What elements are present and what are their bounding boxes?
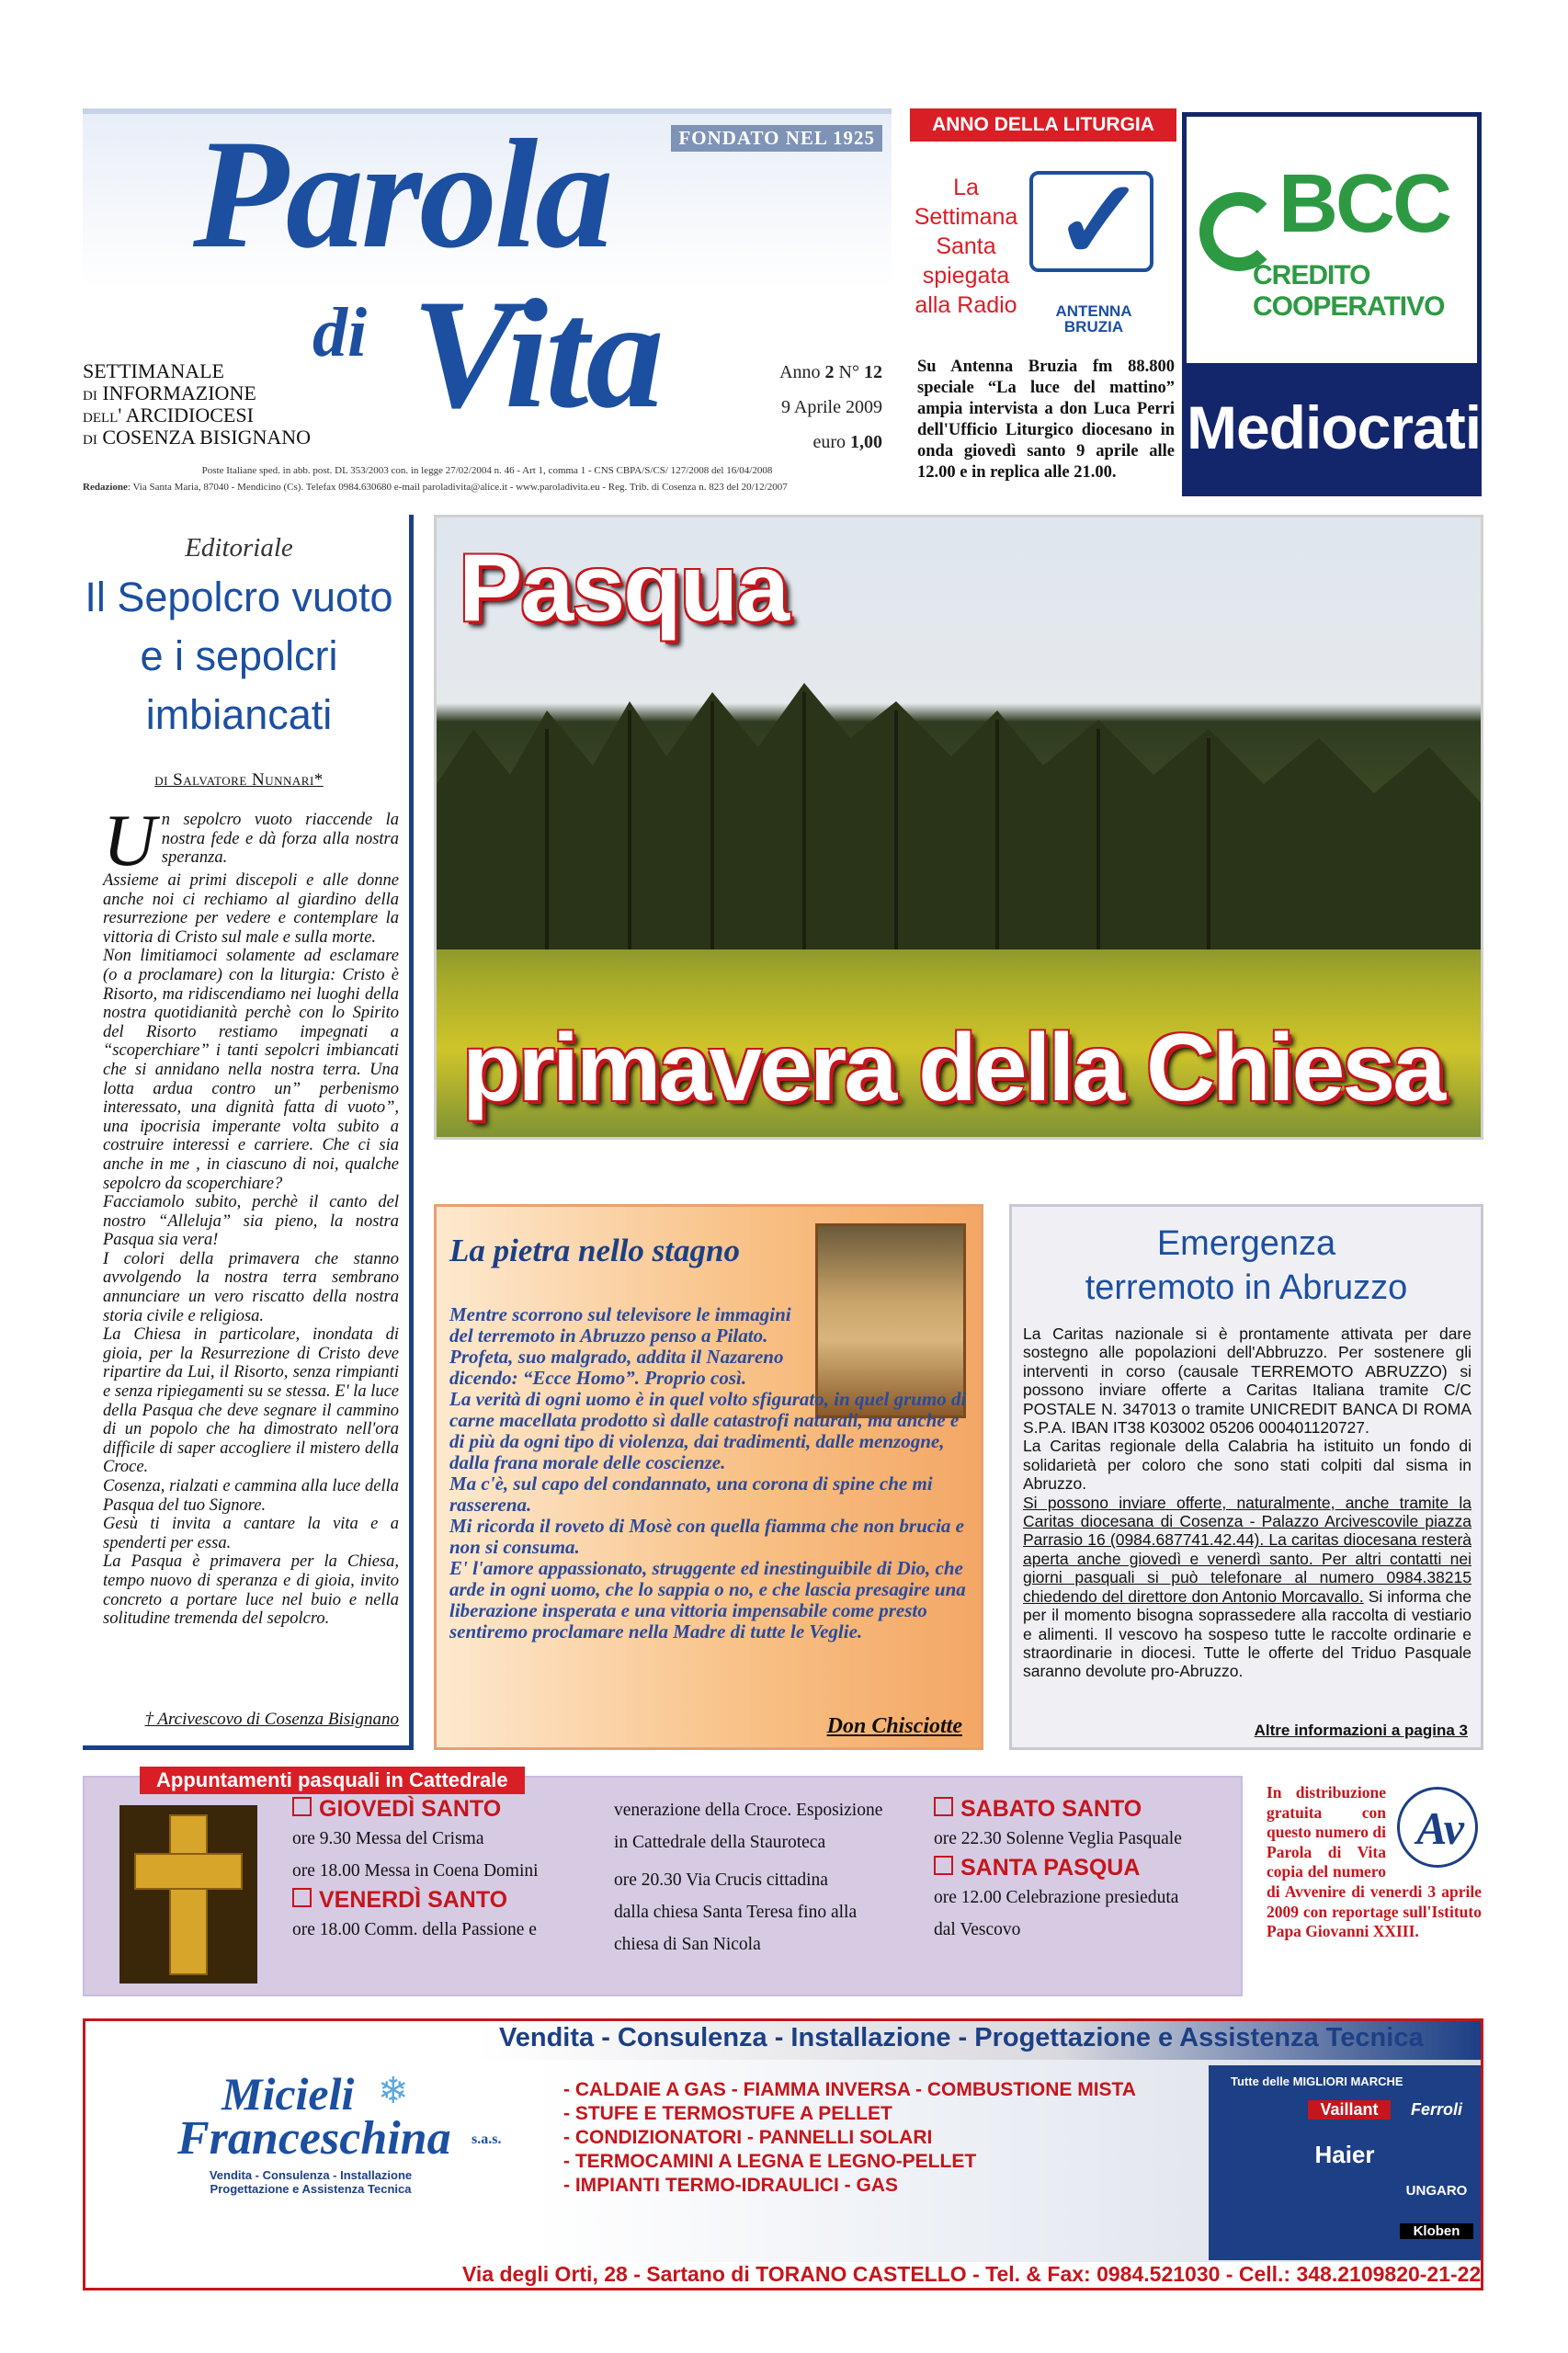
subtitle-line: di INFORMAZIONE (83, 381, 256, 404)
postal-info: Poste Italiane sped. in abb. post. DL 353/2003 con. in legge 27/02/2004 n. 46 - Art 1, comma 1 - CNS CBPA/S/CS/ 127/2008 del 16/04/2008 (201, 465, 773, 476)
editoriale-byline: di Salvatore Nunnari* (154, 770, 324, 790)
editoriale-paragraph: Assieme ai primi discepoli e alle donne anche noi ci rechiamo al giardino della resurrezione per vedere e contemplare la vittoria di Cristo sul male e sulla morte. (103, 871, 399, 947)
masthead (83, 108, 892, 504)
emergenza-paragraph: La Caritas regionale della Calabria ha istituito un fondo di solidarietà per coloro che sono stati colpiti dal sisma in Abruzzo. (1023, 1437, 1471, 1494)
cross-icon (169, 1814, 208, 1975)
ad-sas: s.a.s. (472, 2131, 502, 2147)
pietra-paragraph: Mentre scorrono sul televisore le immagini del terremoto in Abruzzo penso a Pilato. (449, 1303, 791, 1347)
venerdi-santo-cont: venerazione della Croce. Esposizione in Cattedrale della Stauroteca ore 20.30 Via Crucis cittadina dalla chiesa Santa Teresa fino alla chiesa di San Nicola (614, 1801, 883, 1954)
ad-services: - CALDAIE A GAS - FIAMMA INVERSA - COMBUSTIONE MISTA - STUFE E TERMOSTUFE A PELLET - CONDIZIONATORI - PANNELLI SOLARI - TERMOCAMINI A LEGNA E LEGNO-PELLET - IMPIANTI TERMO-IDRAULICI - GAS (563, 2079, 1136, 2196)
logo-vita: Vita (412, 267, 662, 440)
editoriale-paragraph: Non limitiamoci solamente ad esclamare (o a proclamare) con la liturgia: Cristo è Risorto, ma ridiscendiamo nei luoghi della nostra quotidianità perchè con lo Spirito del Risorto restiamo impegnati a “scoperchiare” i tanti sepolcri imbiancati che si annidano nella nostra terra. Una lotta ardua contro un” perbenismo interessato, una dignità fatta di vuoto”, una ipocrisia imperante volta subito a costruire interessi e carriere. Che ci sia anche in me , in ciascuno di noi, qualche sepolcro da scoperchiare? (103, 947, 399, 1193)
editoriale-title: Il Sepolcro vuoto e i sepolcri imbiancati (85, 574, 393, 738)
avvenire-box (1259, 1783, 1483, 1996)
brand-ungaro: UNGARO (1405, 2183, 1468, 2199)
venerdi-title: VENERDÌ SANTO (292, 1887, 596, 1914)
checkbox-icon (292, 1888, 312, 1907)
editoriale-kicker: Editoriale (185, 533, 293, 563)
drop-cap: U (103, 801, 156, 881)
issue-number: Anno 2 N° 12 (779, 362, 882, 382)
liturgia-header: ANNO DELLA LITURGIA (910, 108, 1176, 142)
issue-date: 9 Aprile 2009 (781, 397, 882, 417)
pietra-paragraph: Ma c'è, sul capo del condannato, una corona di spine che mi rasserena. (449, 1472, 933, 1516)
ad-headline: Vendita - Consulenza - Installazione - Progettazione e Assistenza Tecnica (499, 2023, 1424, 2052)
ad-brand-line1: Micieli (222, 2068, 355, 2120)
avvenire-text: In distribuzione gratuita con questo numero di Parola di Vita copia del numero di Avvenire di venerdi 3 aprile 2009 con reportage sull'Istituto Papa Giovanni XXIII. (1267, 1783, 1482, 1941)
editoriale-paragraph: La Chiesa in particolare, inondata di gioia, per la Resurrezione di Cristo deve ripartire da Lui, il Risorto, senza rimpianti e senza ripiegamenti su se stessa. E' la luce della Pasqua che deve segnare il cammino di un popolo che ha dimostrato nell'ora difficile di saper accogliere il mistero della Croce. (103, 1325, 400, 1477)
subtitle-line: di COSENZA BISIGNANO (83, 426, 312, 449)
logo-di: di (312, 294, 368, 371)
pietra-signature: Don Chisciotte (826, 1714, 962, 1738)
bcc-name: Mediocrati (1187, 363, 1477, 492)
pietra-paragraph: La verità di ogni uomo è in quel volto sfigurato, in quel grumo di carne macellata prodotto sì dalle catastrofi naturali, ma anche e di più da ogni tipo di violenza, dai tradimenti, dalle menzogne, dalla frana morale delle coscienze. (449, 1388, 967, 1473)
pietra-box (434, 1204, 983, 1750)
more-info-link[interactable]: Altre informazioni a pagina 3 (1254, 1722, 1468, 1739)
editoriale-body: Un sepolcro vuoto riaccende la nostra fede e dà forza alla nostra speranza. Assieme ai primi discepoli e alle donne anche noi ci rechiamo al giardino della resurrezione per vedere e contemplare la vittoria di Cristo sul male e sulla morte. Non limitiamoci solamente ad esclamare (o a proclamare) con la liturgia: Cristo è Risorto, ma ridiscendiamo nei luoghi della nostra quotidianità perchè con lo Spirito del Risorto restiamo impegnati a “scoperchiare” i tanti sepolcri imbiancati che si annidano nella nostra terra. Una lotta ardua contro un” perbenismo interessato, una dignità fatta di vuoto”, una ipocrisia imperante volta subito a costruire interessi e carriere. Che ci sia anche in me , in ciascuno di noi, qualche sepolcro da scoperchiare? Facciamolo subito, perchè il canto del nostro “Alleluja” sia pieno, la nostra Pasqua sia vera! I colori della primavera che stanno avvolgendo la nostra terra sembrano annunciare un vero riscatto della nostra storia civile e religiosa. La Chiesa in particolare, inondata di gioia, per la Resurrezione di Cristo deve ripartire da Lui, il Risorto, senza rimpianti e senza ripiegamenti su se stessa. E' la luce della Pasqua che deve segnare il cammino di un popolo che ha dimostrato nell'ora difficile di saper accogliere il mistero della Croce. Cosenza, rialzati e cammina alla luce della Pasqua del tuo Signore. Gesù ti invita a cantare la vita e a spenderti per essa. La Pasqua è primavera per la Chiesa, tempo nuovo di speranza e di gioia, invito concreto a portare luce nel buio e nella solitudine tremenda del sepolcro. (103, 801, 400, 1629)
ad-brand-line2: Franceschina (177, 2112, 451, 2165)
appuntamenti-box (83, 1768, 1243, 1996)
subtitle-line: dell' ARCIDIOCESI (83, 404, 254, 426)
giovedi-santo: GIOVEDÌ SANTO ore 9.30 Messa del Crisma ore 18.00 Messa in Coena Domini VENERDÌ SANTO ore 18.00 Comm. della Passione e (292, 1796, 596, 1946)
editoriale-paragraph: Gesù ti invita a cantare la vita e a spenderti per essa. (103, 1515, 399, 1552)
brand-vaillant: Vaillant (1308, 2100, 1391, 2120)
hero-photo (434, 515, 1483, 1140)
founded-label: FONDATO NEL 1925 (671, 125, 882, 152)
emergenza-title: Emergenza terremoto in Abruzzo (1085, 1224, 1408, 1307)
micieli-advert (83, 2018, 1483, 2290)
appuntamenti-header: Appuntamenti pasquali in Cattedrale (140, 1767, 525, 1794)
hero-title-bottom: primavera della Chiesa (462, 1015, 1444, 1121)
brand-kloben: Kloben (1400, 2223, 1473, 2239)
giovedi-title: GIOVEDÌ SANTO (292, 1796, 596, 1823)
bcc-advert (1182, 112, 1482, 496)
hero-title-top: Pasqua (459, 535, 788, 642)
editoriale-paragraph: La Pasqua è primavera per la Chiesa, tempo nuovo di speranza e di gioia, invito concreto a portare luce nel buio e nella solitudine tremenda del sepolcro. (103, 1552, 399, 1629)
editoriale-paragraph: Facciamolo subito, perchè il canto del nostro “Alleluja” sia pieno, la nostra Pasqua sia vera! (103, 1193, 399, 1250)
emergenza-paragraph: La Caritas nazionale si è prontamente attivata per dare sostegno alle popolazioni dell'Abbruzzo. Per sostenere gli interventi in corso (causale TERREMOTO ABRUZZO) si possono inviare offerte a Caritas Italiana tramite C/C POSTALE N. 347013 o tramite UNICREDIT BANCA DI ROMA S.P.A. IBAN IT38 K03002 05206 000401120727. (1023, 1324, 1471, 1438)
editoriale-paragraph: Cosenza, rialzati e cammina alla luce della Pasqua del tuo Signore. (103, 1477, 399, 1515)
brand-haier: Haier (1314, 2141, 1375, 2168)
pietra-paragraph: Mi ricorda il roveto di Mosè con quella fiamma che non brucia e non si consuma. (449, 1515, 964, 1558)
liturgia-box (910, 108, 1176, 504)
pietra-paragraph: E' l'amore appassionato, struggente ed inestinguibile di Dio, che arde in ogni uomo, che lo sappia o no, e che lascia presagire una liberazione insperata e una vittoria impensabile come presto sentiremo proclamare nella Madre di tutte le Veglie. (449, 1557, 966, 1643)
pietra-title: La pietra nello stagno (449, 1233, 740, 1268)
bcc-subtitle: CREDITO COOPERATIVO (1253, 260, 1445, 322)
ad-tagline: Vendita - Consulenza - Installazione Progettazione e Assistenza Tecnica (209, 2168, 413, 2196)
antenna-bruzia-icon: ✓ (1053, 159, 1146, 282)
emergenza-body (1023, 1324, 1471, 1681)
liturgia-tagline: La Settimana Santa spiegata alla Radio (914, 175, 1018, 318)
logo-parola: Parola (193, 108, 611, 280)
liturgia-text: Su Antenna Bruzia fm 88.800 speciale “La luce del mattino” ampia intervista a don Luca Perri dell'Ufficio Liturgico diocesano in onda giovedì santo 9 aprile alle 12.00 e in replica alle 21.00. (917, 358, 1175, 482)
redazione-info: Redazione: Via Santa Maria, 87040 - Mendicino (Cs). Telefax 0984.630680 e-mail paroladivita@alice.it - www.paroladivita.eu - Reg. Trib. di Cosenza n. 823 del 20/12/2007 (83, 482, 788, 493)
brands-title: Tutte delle MIGLIORI MARCHE (1231, 2075, 1403, 2088)
forest-illustration (437, 674, 1481, 949)
avvenire-logo-text: Av (1416, 1802, 1464, 1854)
emergenza-paragraph: Si possono inviare offerte, naturalmente, anche tramite la Caritas diocesana di Cosenza - Palazzo Arcivescovile piazza Parrasio 16 (0984.687741.42.44). La caritas diocesana resterà aperta anche giovedì e venerdì santo. Per altri contatti nei giorni pasquali si può telefonare al numero 0984.38215 chiedendo del direttore don Antonio Morcavallo. Si informa che per il momento bisogna soprassedere alla raccolta di vestiario e alimenti. Il vescovo ha sospeso tutte le raccolte ordinarie e straordinarie in diocesi. Tutte le offerte del Triduo Pasquale saranno devolute pro-Abruzzo. (1023, 1493, 1472, 1681)
pietra-paragraph: Profeta, suo malgrado, addita il Nazareno dicendo: “Ecce Homo”. Proprio così. (449, 1346, 784, 1389)
sabato-pasqua: SABATO SANTO ore 22.30 Solenne Veglia Pasquale SANTA PASQUA ore 12.00 Celebrazione presieduta dal Vescovo (934, 1796, 1237, 1946)
ad-address: Via degli Orti, 28 - Sartano di TORANO CASTELLO - Tel. & Fax: 0984.521030 - Cell.: 348.2109820-21-22 (462, 2262, 1482, 2286)
editoriale-signature: † Arcivescovo di Cosenza Bisignano (144, 1710, 399, 1729)
editoriale (83, 515, 414, 1750)
masthead-subtitle (83, 360, 311, 449)
snowflake-icon: ❄ (378, 2070, 409, 2111)
emergenza-box (1009, 1204, 1483, 1750)
cross-icon-arm (134, 1853, 243, 1890)
issue-price: euro 1,00 (812, 432, 882, 452)
editoriale-paragraph: I colori della primavera che stanno avvolgendo la nostra terra sembrano annunciare un vero riscatto della nostra storia civile e religiosa. (103, 1249, 399, 1325)
pasqua-title: SANTA PASQUA (934, 1855, 1237, 1881)
checkbox-icon (934, 1856, 953, 1875)
checkbox-icon (292, 1797, 312, 1816)
brand-ferroli: Ferroli (1410, 2100, 1462, 2119)
sabato-title: SABATO SANTO (934, 1796, 1237, 1823)
subtitle-line: SETTIMANALE (83, 359, 224, 382)
bcc-brand: BCC (1278, 158, 1449, 250)
antenna-bruzia-label: ANTENNA BRUZIA (1055, 302, 1132, 335)
checkbox-icon (934, 1797, 953, 1816)
pietra-body (449, 1304, 973, 1643)
